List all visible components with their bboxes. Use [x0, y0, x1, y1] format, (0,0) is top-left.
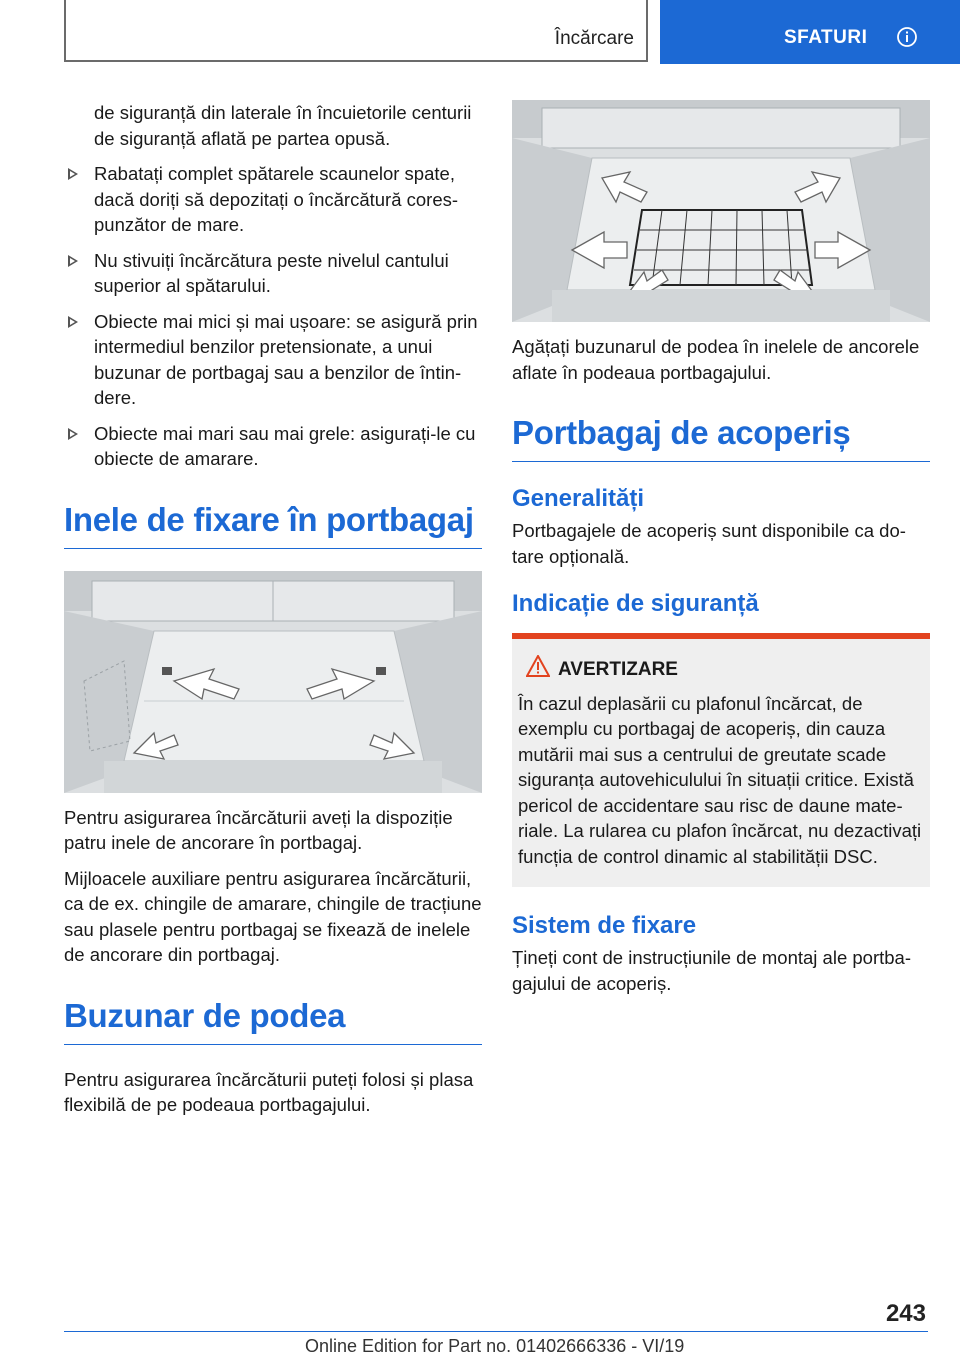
heading-floor-pocket: Buzunar de podea	[64, 996, 482, 1045]
heading-anchor-rings: Inele de fixare în portbagaj	[64, 500, 482, 549]
chapter-title: Încărcare	[554, 28, 634, 49]
list-item: Obiecte mai mari sau mai grele: asigurați-le cu obiecte de amarare.	[64, 421, 482, 472]
paragraph: Pentru asigurarea încărcăturii puteți folosi și plasa flexibilă de pe podeaua portbagajului.	[64, 1068, 474, 1115]
bullet-triangle-icon	[68, 168, 78, 180]
page-number: 243	[885, 1300, 926, 1327]
list-item: Obiecte mai mici și mai ușoare: se asigură prin intermediul benzilor pretensionate, a unui buzunar de portbagaj sau a benzilor de întindere.	[64, 309, 482, 411]
list-item: Nu stivuiți încărcătura peste nivelul cantului superior al spătarului.	[64, 248, 482, 299]
floor-pocket-image	[512, 100, 930, 322]
warning-triangle-icon	[526, 655, 550, 677]
continued-paragraph: de siguranță din laterale în încuietorile centurii de siguranță aflată pe partea opusă.	[94, 102, 472, 149]
right-column	[512, 100, 930, 1006]
heading-general: Generalități	[512, 485, 645, 512]
header-title-box	[64, 0, 648, 62]
footer-divider	[64, 1331, 928, 1332]
edition-text: Online Edition for Part no. 01402666336 - VI/19	[305, 1336, 685, 1356]
list-item: Rabatați complet spătarele scaunelor spate, dacă doriți să depozitați o încărcătură corespunzător de mare.	[64, 161, 482, 238]
tips-tab-label: SFATURI	[784, 27, 868, 48]
bullet-triangle-icon	[68, 316, 78, 328]
trunk-anchor-rings-image	[64, 571, 482, 793]
heading-roof-rack: Portbagaj de acoperiș	[512, 413, 930, 462]
bullet-triangle-icon	[68, 255, 78, 267]
warning-title: AVERTIZARE	[518, 657, 922, 683]
warning-text: În cazul deplasării cu plafonul încărcat, de exemplu cu portbagaj de acoperiș, din cauza mutării mai sus a centrului de greutate scade siguranța autovehiculului în situații critice. Există pericol de accidentare sau risc de daune materiale. La rularea cu plafon încărcat, nu dezactivați funcția de control dinamic al stabilității DSC.	[518, 692, 922, 867]
bullet-triangle-icon	[68, 428, 78, 440]
image-caption: Agățați buzunarul de podea în inelele de ancorele aflate în podeaua portbagajului.	[512, 336, 920, 383]
info-icon	[897, 27, 917, 47]
warning-box	[512, 633, 930, 887]
tips-tab[interactable]	[660, 0, 960, 64]
left-column	[64, 100, 482, 1128]
heading-safety: Indicație de siguranță	[512, 590, 759, 617]
paragraph: Portbagajele de acoperiș sunt disponibile ca dotare opțională.	[512, 520, 906, 567]
paragraph: Pentru asigurarea încărcăturii aveți la dispoziție patru inele de ancorare în portbagaj.	[64, 806, 453, 853]
paragraph: Țineți cont de instrucțiunile de montaj ale portbagajului de acoperiș.	[512, 947, 912, 994]
heading-fixing-system: Sistem de fixare	[512, 912, 697, 939]
paragraph: Mijloacele auxiliare pentru asigurarea încărcăturii, ca de ex. chingile de amarare, chingile de tracțiune sau plasele pentru portbagaj se fixează de inelele de ancorare din portbagaj.	[64, 867, 482, 965]
